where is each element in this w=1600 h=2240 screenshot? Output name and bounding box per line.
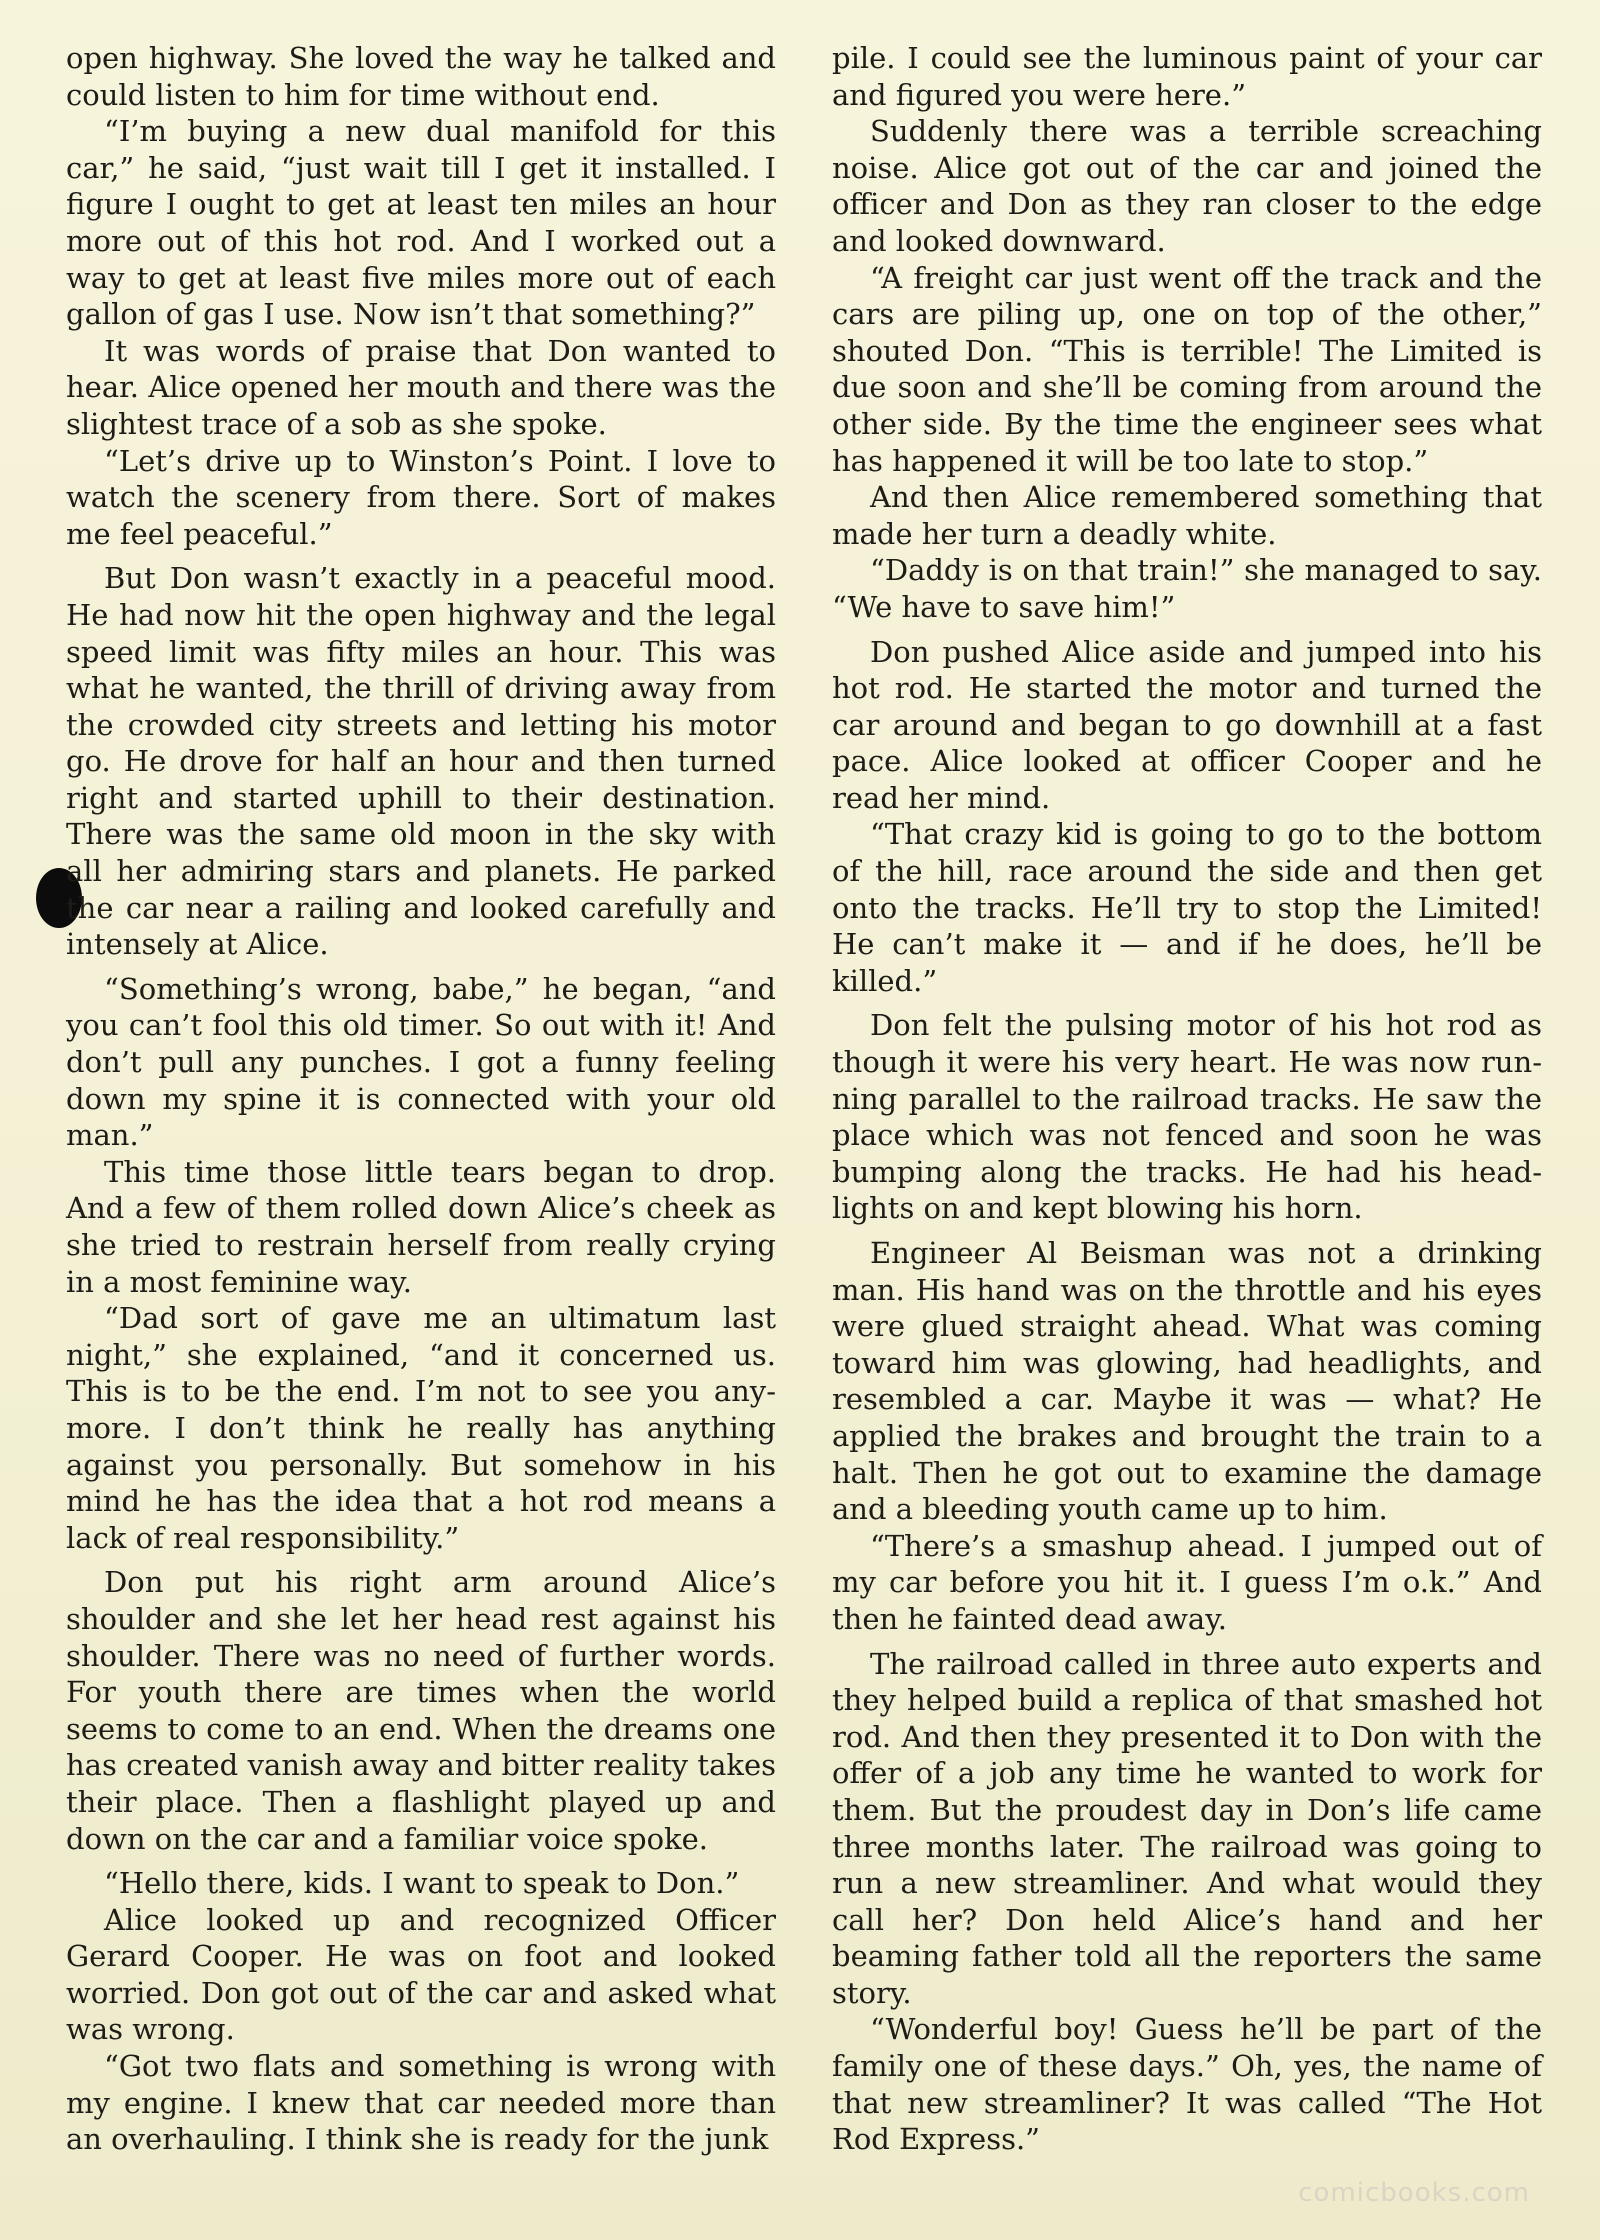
right-text-column [832,40,1542,2158]
paragraph: The railroad called in three auto experts and they helped build a replica of that smashed hot rod. And then they presented it to Don with the offer of a job any time he wanted to work for them. But the proudest day in Don’s life came three months later. The railroad was going to run a new streamliner. And what would they call her? Don held Alice’s hand and her beaming father told all the reporters the same story. [832,1646,1542,2010]
paragraph: Don put his right arm around Alice’s shoulder and she let her head rest against his shoulder. There was no need of further words. For youth there are times when the world seems to come to an end. When the dreams one has created vanish away and bitter reality takes their place. Then a flashlight played up and down on the car and a familiar voice spoke. [66,1565,776,1856]
paragraph: “Daddy is on that train!” she managed to say. “We have to save him!” [832,553,1542,624]
paragraph: “There’s a smashup ahead. I jumped out of my car before you hit it. I guess I’m o.k.” And then he fainted dead away. [832,1528,1542,1636]
paragraph: “Something’s wrong, babe,” he began, “and you can’t fool this old timer. So out with it! And don’t pull any punches. I got a funny feeling down my spine it is connected with your old man.” [66,971,776,1153]
paragraph: “Let’s drive up to Winston’s Point. I love to watch the scenery from there. Sort of makes me feel peaceful.” [66,443,776,551]
paragraph: Engineer Al Beisman was not a drinking man. His hand was on the throttle and his eyes were glued straight ahead. What was coming toward him was glowing, had headlights, and resembled a car. Maybe it was — what? He applied the brakes and brought the train to a halt. Then he got out to examine the damage and a bleeding youth came up to him. [832,1236,1542,1527]
paragraph: But Don wasn’t exactly in a peaceful mood. He had now hit the open highway and the legal speed limit was fifty miles an hour. This was what he wanted, the thrill of driving away from the crowded city streets and letting his motor go. He drove for half an hour and then turned right and started uphill to their destination. There was the same old moon in the sky with all her admiring stars and planets. He parked the car near a railing and looked carefully and intensely at Alice. [66,561,776,962]
paragraph: “Got two flats and something is wrong with my engine. I knew that car needed more than an overhauling. I think she is ready for the junk [66,2049,776,2157]
paragraph: open highway. She loved the way he talked and could listen to him for time without end. [66,41,776,112]
left-text-column [66,40,776,2158]
paragraph: “Wonderful boy! Guess he’ll be part of the family one of these days.” Oh, yes, the name of that new streamliner? It was called “The Hot Rod Express.” [832,2012,1542,2157]
paragraph: It was words of praise that Don wanted to hear. Alice opened her mouth and there was the slightest trace of a sob as she spoke. [66,333,776,441]
paragraph: pile. I could see the luminous paint of your car and figured you were here.” [832,41,1542,112]
paragraph: “Dad sort of gave me an ultimatum last night,” she explained, “and it concerned us. This is to be the end. I’m not to see you anymore. I don’t think he really has anything against you personally. But somehow in his mind he has the idea that a hot rod means a lack of real responsibility.” [66,1301,776,1555]
paragraph: This time those little tears began to drop. And a few of them rolled down Alice’s cheek as she tried to restrain herself from really crying in a most feminine way. [66,1154,776,1299]
paragraph: “That crazy kid is going to go to the bottom of the hill, race around the side and then get onto the tracks. He’ll try to stop the Limited! He can’t make it — and if he does, he’ll be killed.” [832,817,1542,998]
watermark: comicbooks.com [1298,2178,1530,2208]
paragraph: “Hello there, kids. I want to speak to Don.” [104,1866,740,1901]
paragraph: Alice looked up and recognized Officer Gerard Cooper. He was on foot and looked worried. Don got out of the car and asked what was wrong. [66,1902,776,2047]
paragraph: Don pushed Alice aside and jumped into his hot rod. He started the motor and turned the car around and began to go downhill at a fast pace. Alice looked at officer Cooper and he read her mind. [832,634,1542,815]
paragraph: And then Alice remembered something that made her turn a deadly white. [832,480,1542,551]
paragraph: Don felt the pulsing motor of his hot rod as though it were his very heart. He was now running parallel to the railroad tracks. He saw the place which was not fenced and soon he was bumping along the tracks. He had his headlights on and kept blowing his horn. [832,1008,1542,1226]
paragraph: “A freight car just went off the track and the cars are piling up, one on top of the other,” shouted Don. “This is terrible! The Limited is due soon and she’ll be coming from around the other side. By the time the engineer sees what has happened it will be too late to stop.” [832,260,1542,478]
paragraph: “I’m buying a new dual manifold for this car,” he said, “just wait till I get it installed. I figure I ought to get at least ten miles an hour more out of this hot rod. And I worked out a way to get at least five miles more out of each gallon of gas I use. Now isn’t that something?” [66,114,776,332]
paragraph: Suddenly there was a terrible screaching noise. Alice got out of the car and joined the officer and Don as they ran closer to the edge and looked downward. [832,114,1542,258]
